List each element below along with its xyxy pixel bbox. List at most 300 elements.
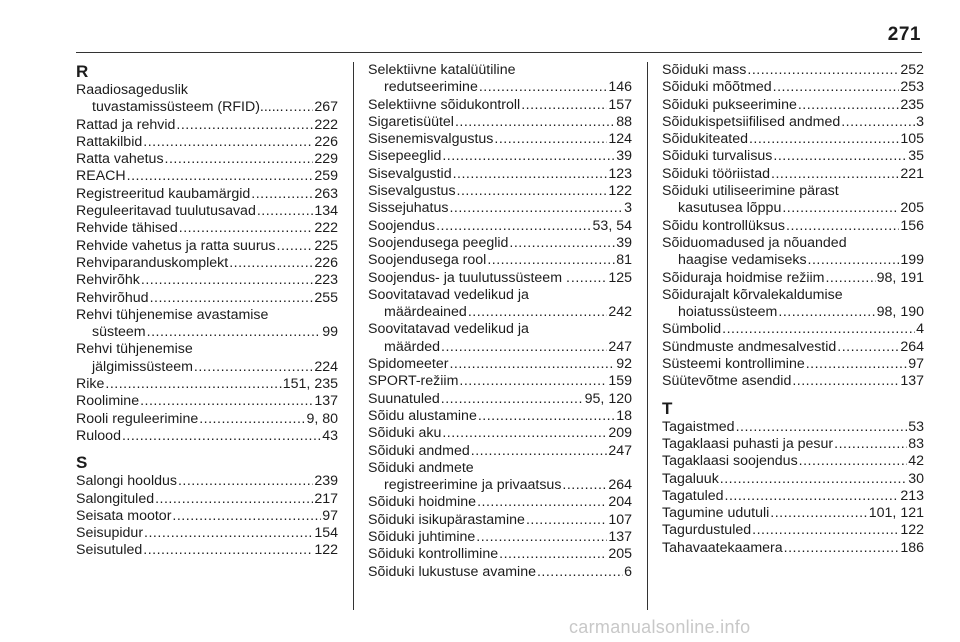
index-entry-term: Suunatuled [368,390,440,407]
index-entry-term: Soojendus- ja tuulutussüsteem . [368,269,570,286]
index-entry [76,290,338,307]
index-entry-page: 224 [314,358,338,375]
dot-leader [747,62,899,79]
dot-leader [478,408,615,425]
index-entry [368,218,632,235]
index-entry-page: 253 [900,79,924,96]
index-entry-term: Sisevalgustid [368,165,452,182]
dot-leader [752,522,899,539]
index-entry-term: Sõidu alustamine [368,407,477,424]
index-entry-page: 53 [908,418,924,435]
index-entry-term: Rehvide tähised [76,220,178,237]
index-entry [76,341,338,376]
index-entry-term: Rehvirõhud [76,289,149,306]
index-entry-page: 98, 190 [876,304,924,321]
index-entry [662,235,924,270]
index-entry-page: 239 [314,473,338,490]
index-entry-term: Sõiduki isikupärastamine [368,511,525,528]
index-entry-page: 267 [314,99,338,116]
dot-leader [251,186,313,203]
dot-leader [436,218,591,235]
index-entry-page: 95, 120 [584,390,632,407]
index-entry [368,62,632,97]
index-entry-page: 159 [608,373,632,390]
index-entry-term: redutseerimine [384,79,478,96]
index-entry-page: 122 [314,542,338,559]
index-entry-page: 247 [608,338,632,355]
index-entry-page: 122 [608,183,632,200]
index-entry [76,203,338,220]
dot-leader [144,525,313,542]
index-entry-term: Sõiduki mõõtmed [662,79,772,96]
index-entry-page: 9, 80 [306,410,338,427]
index-entry-heading: Sõiduomadused ja nõuanded [662,234,847,251]
dot-leader [471,443,608,460]
index-entry-page: 199 [900,252,924,269]
index-entry [76,376,338,393]
index-entry [662,540,924,557]
index-entry-page: 263 [314,185,338,202]
index-entry-page: 97 [908,356,924,373]
index-entry [76,117,338,134]
index-entry [368,321,632,356]
dot-leader [841,114,915,131]
dot-leader [571,270,607,287]
dot-leader [122,428,321,445]
index-entry-term: Tagaklaasi puhasti ja pesur [662,435,834,452]
index-entry [368,512,632,529]
index-entry-page: 92 [616,356,632,373]
dot-leader [806,356,907,373]
index-entry [76,168,338,185]
index-entry [662,148,924,165]
index-entry-term: Soojendusega peeglid [368,234,509,251]
index-entry-term: süsteem [92,324,146,341]
dot-leader [477,494,607,511]
index-entry [662,488,924,505]
index-entry [368,408,632,425]
index-entry [368,270,632,287]
index-entry [76,186,338,203]
index-entry-term: Registreeritud kaubamärgid [76,185,251,202]
index-entry [76,525,338,542]
index-entry [662,453,924,470]
index-entry-term: Sündmuste andmesalvestid [662,338,837,355]
index-entry-term: Tagaluuk [662,470,719,487]
index-entry-page: 217 [314,490,338,507]
dot-leader [143,134,313,151]
index-entry [368,425,632,442]
dot-leader [773,148,907,165]
index-entry-page: 151, 235 [282,376,338,393]
index-entry [76,473,338,490]
index-entry-term: Ratta vahetus [76,151,164,168]
dot-leader [449,200,623,217]
index-entry-term: hoiatussüsteem [678,304,778,321]
index-entry-heading: Selektiivne katalüütiline [368,62,516,78]
index-entry-term: Rehviparanduskomplekt [76,254,229,271]
dot-leader [150,290,314,307]
index-entry-page: 252 [900,62,924,78]
index-entry-page: 222 [314,220,338,237]
dot-leader [453,166,608,183]
index-entry-page: 222 [314,116,338,133]
dot-leader [179,220,314,237]
index-entry [368,443,632,460]
dot-leader [441,339,607,356]
dot-leader [770,505,868,522]
index-entry [368,356,632,373]
index-entry [662,471,924,488]
index-entry-term: Tahavaatekaamera [662,539,783,556]
index-entry-term: Sõiduraja hoidmise režiim [662,269,825,286]
dot-leader [442,148,615,165]
header-rule [76,52,922,53]
index-entry-heading: Rehvi tühjenemise [76,341,193,358]
page-number: 271 [887,24,921,45]
index-entry [662,339,924,356]
index-entry-page: 264 [608,477,632,494]
column-divider [647,62,648,610]
index-entry-term: kasutusea lõppu [678,200,782,217]
index-entry-term: Seisata mootor [76,507,172,524]
index-entry-page: 101, 121 [868,505,924,522]
index-entry-term: Seisupidur [76,525,144,542]
dot-leader [457,183,608,200]
index-entry-term: Tagatuled [662,487,724,504]
index-entry-page: 43 [322,427,338,444]
index-entry-term: Rooli reguleerimine [76,410,199,427]
dot-leader [778,304,875,321]
index-entry [662,62,924,79]
index-entry-term: Sissejuhatus [368,200,449,217]
index-entry [368,391,632,408]
index-entry [76,82,338,117]
index-entry-page: 97 [322,507,338,524]
index-entry-page: 137 [608,529,632,546]
index-entry-term: Sõiduki andmed [368,442,470,459]
index-entry-term: registreerimine ja privaatsus [384,477,562,494]
index-entry-page: 223 [314,272,338,289]
index-entry [368,97,632,114]
index-entry-heading: Soovitatavad vedelikud ja [368,321,529,338]
index-entry-term: Sõidukiteated [662,131,748,148]
index-entry-page: 98, 191 [876,269,924,286]
index-entry-term: Tagurdustuled [662,522,752,539]
dot-leader [792,373,899,390]
index-entry [662,287,924,322]
index-entry-page: 255 [314,289,338,306]
index-entry [662,419,924,436]
index-entry-heading: Soovitatavad vedelikud ja [368,286,529,303]
index-entry [368,494,632,511]
index-entry-term: haagise vedamiseks [678,252,807,269]
dot-leader [494,131,607,148]
index-entry-term: Salongituled [76,490,155,507]
index-entry-term: jälgimissüsteem [92,358,193,375]
dot-leader [442,425,607,442]
dot-leader [537,564,623,581]
dot-leader [521,97,607,114]
dot-leader [277,238,314,255]
dot-leader [562,477,607,494]
index-entry-page: 123 [608,165,632,182]
index-entry [662,183,924,218]
index-entry [662,356,924,373]
index-entry-term: Reguleeritavad tuulutusavad [76,203,256,220]
index-entry-term: Rulood [76,427,121,444]
index-entry [662,373,924,390]
index-column-1 [76,62,338,560]
index-entry-page: 35 [908,148,924,165]
index-entry [368,287,632,322]
index-entry [368,252,632,269]
index-entry [368,183,632,200]
dot-leader [127,168,314,185]
index-entry-term: Rehvide vahetus ja ratta suurus [76,237,276,254]
index-entry [662,321,924,338]
index-entry-page: 225 [314,237,338,254]
dot-leader [736,419,908,436]
index-entry-page: 18 [616,407,632,424]
index-entry-page: 213 [900,487,924,504]
dot-leader [808,252,900,269]
index-entry-heading: Rehvi tühjenemise avastamise [76,306,269,323]
dot-leader [771,166,899,183]
index-entry-term: määrdeained [384,304,467,321]
index-entry-page: 146 [608,79,632,96]
index-entry [368,131,632,148]
index-entry-term: Spidomeeter [368,356,449,373]
index-entry [368,529,632,546]
index-entry [76,272,338,289]
index-entry-page: 4 [916,321,924,338]
index-entry-term: Tagaistmed [662,418,735,435]
dot-leader [786,218,899,235]
index-entry-page: 264 [900,338,924,355]
index-entry-page: 3 [624,200,632,217]
index-entry-page: 107 [608,511,632,528]
index-entry [662,114,924,131]
index-entry-page: 137 [314,393,338,410]
index-entry-term: Selektiivne sõidukontroll [368,96,521,113]
index-entry-page: 88 [616,113,632,130]
index-entry [76,255,338,272]
index-entry [368,200,632,217]
index-entry-term: Sigaretisüütel [368,113,454,130]
index-entry [662,270,924,287]
index-entry-term: Sõiduki mass [662,62,747,78]
index-entry [76,151,338,168]
index-column-3 [662,62,924,557]
index-entry-page: 205 [900,200,924,217]
index-entry-page: 205 [608,546,632,563]
index-entry-term: REACH [76,168,126,185]
dot-leader [141,272,313,289]
index-entry-term: Sõiduki tööriistad [662,165,771,182]
dot-leader [509,235,615,252]
dot-leader [455,114,615,131]
index-entry-term: Rattad ja rehvid [76,116,176,133]
dot-leader [140,393,313,410]
index-entry-page: 39 [616,148,632,165]
index-entry-term: SPORT-režiim [368,373,459,390]
index-entry [368,235,632,252]
index-entry-term: määrded [384,338,440,355]
index-entry-page: 156 [900,217,924,234]
dot-leader [178,473,313,490]
index-entry-page: 242 [608,304,632,321]
dot-leader [798,97,899,114]
index-entry [76,542,338,559]
index-entry [368,564,632,581]
index-entry-term: Seisutuled [76,542,143,559]
dot-leader [479,79,607,96]
index-entry-page: 81 [616,252,632,269]
index-entry-page: 42 [908,453,924,470]
dot-leader [799,453,908,470]
dot-leader [526,512,607,529]
dot-leader [449,356,615,373]
dot-leader [176,117,313,134]
index-entry [76,238,338,255]
index-entry-term: Soojendus [368,217,436,234]
index-entry-term: Sõidukispetsiifilised andmed [662,113,841,130]
index-section-letter: R [76,62,89,81]
index-entry-heading: Raadiosageduslik [76,82,188,98]
index-section-letter: T [662,398,673,418]
dot-leader [825,270,875,287]
dot-leader [143,542,313,559]
index-entry-term: Sümbolid [662,321,722,338]
index-entry-page: 235 [900,96,924,113]
index-entry-term: Salongi hooldus [76,473,177,490]
index-entry-term: Sisepeeglid [368,148,442,165]
index-entry [662,436,924,453]
dot-leader [773,79,900,96]
index-entry-term: Sõiduki juhtimine [368,529,476,546]
index-entry-page: 124 [608,131,632,148]
index-entry-page: 125 [608,269,632,286]
dot-leader [459,373,607,390]
index-entry-page: 186 [900,539,924,556]
dot-leader [165,151,314,168]
index-entry-page: 154 [314,525,338,542]
index-entry-term: tuvastamissüsteem (RFID)...... [92,99,284,116]
index-entry-page: 137 [900,373,924,390]
index-entry-term: Sõiduki aku [368,425,442,442]
index-entry-term: Sõidu kontrollüksus [662,217,786,234]
index-entry-page: 39 [616,234,632,251]
index-entry [368,148,632,165]
dot-leader [834,436,907,453]
watermark: carmanualsonline.info [569,617,751,637]
dot-leader [147,324,322,341]
index-entry-term: Rehvirõhk [76,272,140,289]
index-entry-term: Sõiduki hoidmine [368,494,477,511]
index-entry-page: 122 [900,522,924,539]
column-divider [353,62,354,610]
index-entry [662,218,924,235]
index-entry-page: 99 [322,324,338,341]
dot-leader [285,99,314,116]
index-entry-term: Rike [76,376,105,393]
index-entry-page: 259 [314,168,338,185]
dot-leader [725,488,900,505]
dot-leader [155,491,313,508]
index-entry-term: Soojendusega rool [368,252,487,269]
index-entry-term: Sisevalgustus [368,183,456,200]
index-entry-page: 221 [900,165,924,182]
dot-leader [229,255,313,272]
index-entry [76,307,338,342]
index-entry [368,373,632,390]
dot-leader [194,359,313,376]
index-entry [76,411,338,428]
dot-leader [499,546,607,563]
index-entry-page: 83 [908,435,924,452]
index-entry-term: Süsteemi kontrollimine [662,356,805,373]
index-entry-page: 204 [608,494,632,511]
index-entry [76,220,338,237]
index-entry [368,114,632,131]
index-entry-page: 226 [314,133,338,150]
index-entry-page: 134 [314,203,338,220]
dot-leader [257,203,313,220]
index-entry [76,508,338,525]
index-entry-page: 6 [624,563,632,580]
index-entry-page: 30 [908,470,924,487]
index-entry-page: 105 [900,131,924,148]
index-entry-term: Sõiduki lukustuse avamine [368,563,536,580]
dot-leader [837,339,899,356]
index-entry [76,134,338,151]
dot-leader [722,321,915,338]
dot-leader [784,540,900,557]
index-entry-term: Süütevõtme asendid [662,373,792,390]
index-entry-term: Sõiduki turvalisus [662,148,773,165]
index-entry-heading: Sõiduki andmete [368,459,474,476]
index-entry [76,491,338,508]
dot-leader [172,508,321,525]
index-entry [662,505,924,522]
index-entry-page: 53, 54 [592,217,632,234]
dot-leader [105,376,281,393]
index-entry [662,97,924,114]
index-entry-page: 157 [608,96,632,113]
index-entry [76,393,338,410]
index-section-letter: S [76,453,88,473]
index-entry-term: Sisenemisvalgustus [368,131,494,148]
dot-leader [782,200,899,217]
index-entry-term: Roolimine [76,393,140,410]
index-entry-page: 229 [314,151,338,168]
index-entry-page: 3 [916,113,924,130]
index-entry [662,131,924,148]
index-entry [662,79,924,96]
dot-leader [199,411,305,428]
dot-leader [487,252,615,269]
dot-leader [720,471,907,488]
index-entry-page: 247 [608,442,632,459]
index-entry-term: Tagumine udutuli [662,505,770,522]
dot-leader [476,529,607,546]
index-entry-page: 226 [314,254,338,271]
index-entry-page: 209 [608,425,632,442]
index-entry-term: Sõiduki pukseerimine [662,96,797,113]
index-entry [76,428,338,445]
index-entry [368,166,632,183]
